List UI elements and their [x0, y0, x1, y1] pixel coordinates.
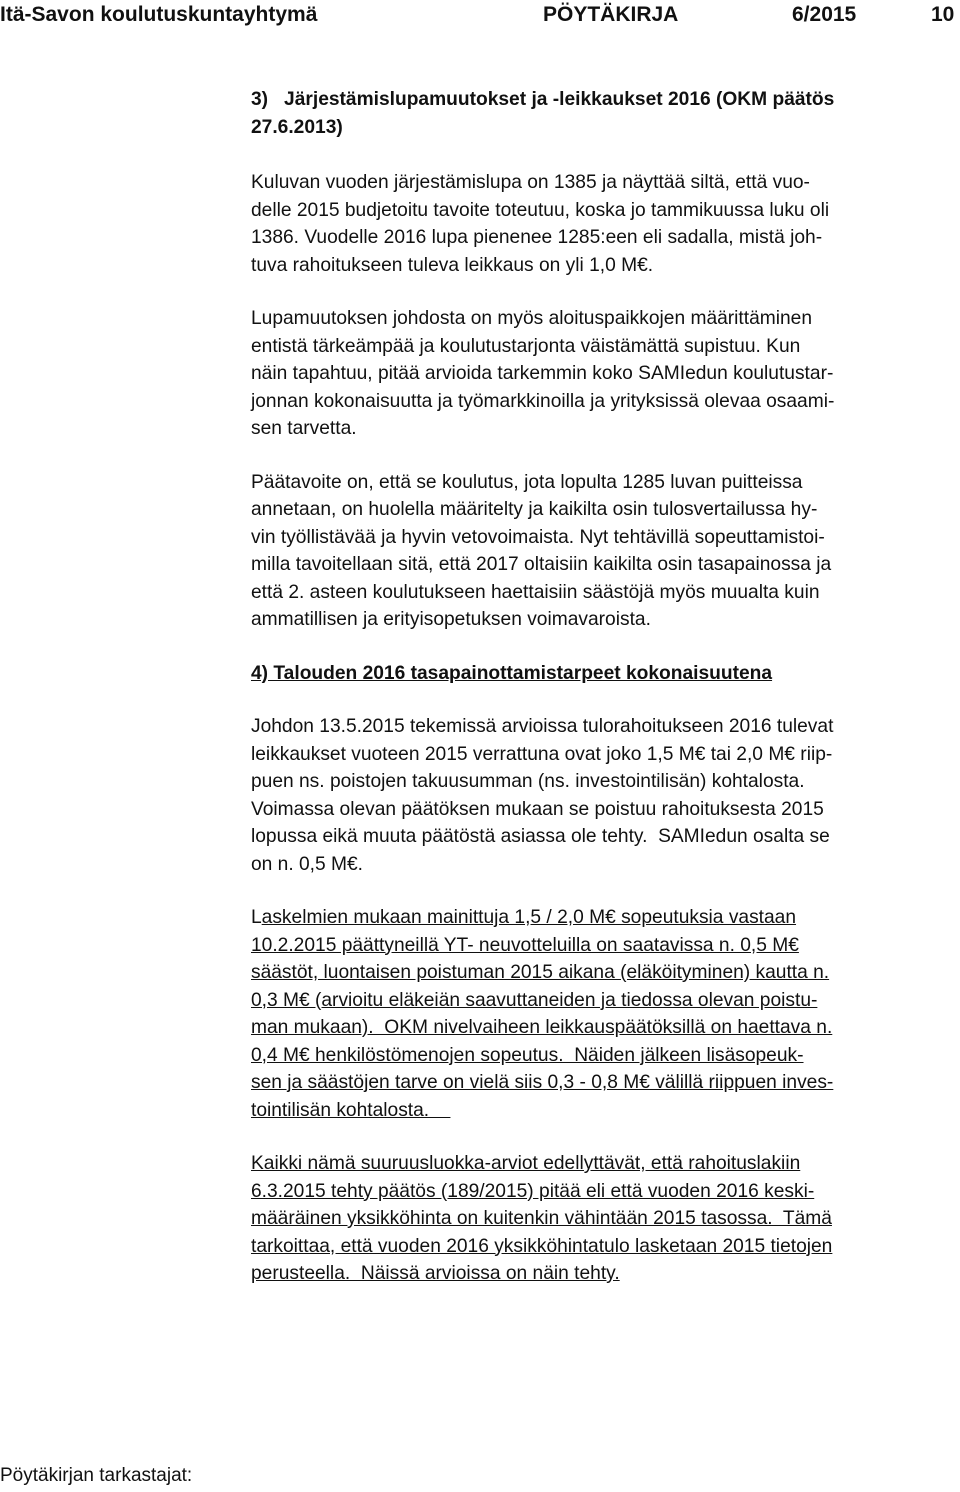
heading-line: 3) Järjestämislupamuutokset ja -leikkaukset 2016 (OKM päätös: [251, 89, 835, 110]
text-line: tarkoittaa, että vuoden 2016 yksikköhintatulo lasketaan 2015 tietojen: [251, 1235, 833, 1257]
text-line: jonnan kokonaisuutta ja työmarkkinoilla ja yrityksissä olevaa osaami-: [251, 390, 835, 412]
paragraph: [251, 469, 960, 634]
text-line: man mukaan). OKM nivelvaiheen leikkauspäätöksillä on haettava n.: [251, 1017, 833, 1038]
text-line: Päätavoite on, että se koulutus, jota lopulta 1285 luvan puitteissa: [251, 471, 803, 493]
page-header: [0, 3, 960, 31]
text-line: säästöt, luontaisen poistuman 2015 aikana (eläköityminen) kautta n.: [251, 962, 830, 983]
text-line: vin työllistävää ja hyvin vetovoimaista. Nyt tehtävillä sopeuttamistoi-: [251, 526, 825, 548]
text-line: lopussa eikä muuta päätöstä asiassa ole tehty. SAMIedun osalta se: [251, 826, 830, 847]
text-line: Voimassa olevan päätöksen mukaan se poistuu rahoituksesta 2015: [251, 798, 824, 820]
section-3-heading: [251, 86, 960, 141]
text-line: Kaikki nämä suuruusluokka-arviot edellyttävät, että rahoituslakiin: [251, 1153, 801, 1174]
text-line: annetaan, on huolella määritelty ja kaikilta osin tulosvertailussa hy-: [251, 499, 818, 520]
text-line: entistä tärkeämpää ja koulutustarjonta väistämättä supistuu. Kun: [251, 335, 801, 357]
text-line: määräinen yksikköhinta on kuitenkin vähintään 2015 tasossa. Tämä: [251, 1208, 832, 1229]
text-line: sen ja säästöjen tarve on vielä siis 0,3 - 0,8 M€ välillä riippuen inves-: [251, 1072, 834, 1093]
text-line: puen ns. poistojen takuusumman (ns. investointilisän) kohtalosta.: [251, 771, 805, 792]
document-body: [251, 86, 960, 1288]
text-line: Kuluvan vuoden järjestämislupa on 1385 ja näyttää siltä, että vuo-: [251, 172, 810, 193]
text-line: delle 2015 budjetoitu tavoite toteutuu, koska jo tammikuussa luku oli: [251, 199, 830, 221]
text-line: että 2. asteen koulutukseen haettaisiin säästöjä myös muualta kuin: [251, 581, 820, 603]
organization-name: Itä-Savon koulutuskuntayhtymä: [0, 3, 318, 26]
section-4-heading: [251, 660, 960, 688]
paragraph: [251, 169, 960, 279]
text-line: on n. 0,5 M€.: [251, 853, 363, 875]
text-line: milla tavoitellaan sitä, että 2017 oltaisiin kaikilta osin tasapainossa ja: [251, 554, 832, 575]
text-line: näin tapahtuu, pitää arvioida tarkemmin koko SAMIedun koulutustar-: [251, 363, 834, 384]
heading-line: 27.6.2013): [251, 116, 343, 138]
page-number: 10: [931, 3, 955, 26]
text-fragment: L: [251, 907, 262, 928]
text-fragment: askelmien mukaan mainittuja 1,5 / 2,0 M€ sopeutuksia vastaan: [261, 907, 797, 928]
document-number: 6/2015: [792, 3, 857, 26]
text-line: 10.2.2015 päättyneillä YT- neuvotteluilla on saatavissa n. 0,5 M€: [251, 934, 799, 956]
text-line: tuva rahoitukseen tuleva leikkaus on yli 1,0 M€.: [251, 254, 654, 276]
text-line: Lupamuutoksen johdosta on myös aloituspaikkojen määrittäminen: [251, 308, 813, 329]
text-line: Johdon 13.5.2015 tekemissä arvioissa tulorahoitukseen 2016 tulevat: [251, 716, 834, 737]
heading-line: 4) Talouden 2016 tasapainottamistarpeet kokonaisuutena: [251, 662, 773, 684]
text-line: tointilisän kohtalosta.: [251, 1099, 451, 1121]
text-line: sen tarvetta.: [251, 418, 357, 439]
paragraph: [251, 713, 960, 878]
text-line: [251, 904, 960, 932]
paragraph-underlined: [251, 904, 960, 1124]
text-line: 0,3 M€ (arvioitu eläkeiän saavuttaneiden ja tiedossa olevan poistu-: [251, 989, 818, 1011]
text-line: ammatillisen ja erityisopetuksen voimavaroista.: [251, 609, 651, 630]
text-line: perusteella. Näissä arvioissa on näin tehty.: [251, 1263, 620, 1284]
document-type: PÖYTÄKIRJA: [543, 3, 679, 26]
text-line: leikkaukset vuoteen 2015 verrattuna ovat joko 1,5 M€ tai 2,0 M€ riip-: [251, 743, 833, 765]
text-line: 0,4 M€ henkilöstömenojen sopeutus. Näiden jälkeen lisäsopeuk-: [251, 1044, 804, 1066]
text-line: 6.3.2015 tehty päätös (189/2015) pitää eli että vuoden 2016 keski-: [251, 1180, 815, 1202]
footer-inspectors-label: Pöytäkirjan tarkastajat:: [0, 1465, 193, 1486]
paragraph-underlined: [251, 1150, 960, 1288]
text-line: 1386. Vuodelle 2016 lupa pienenee 1285:een eli sadalla, mistä joh-: [251, 227, 823, 248]
paragraph: [251, 305, 960, 443]
